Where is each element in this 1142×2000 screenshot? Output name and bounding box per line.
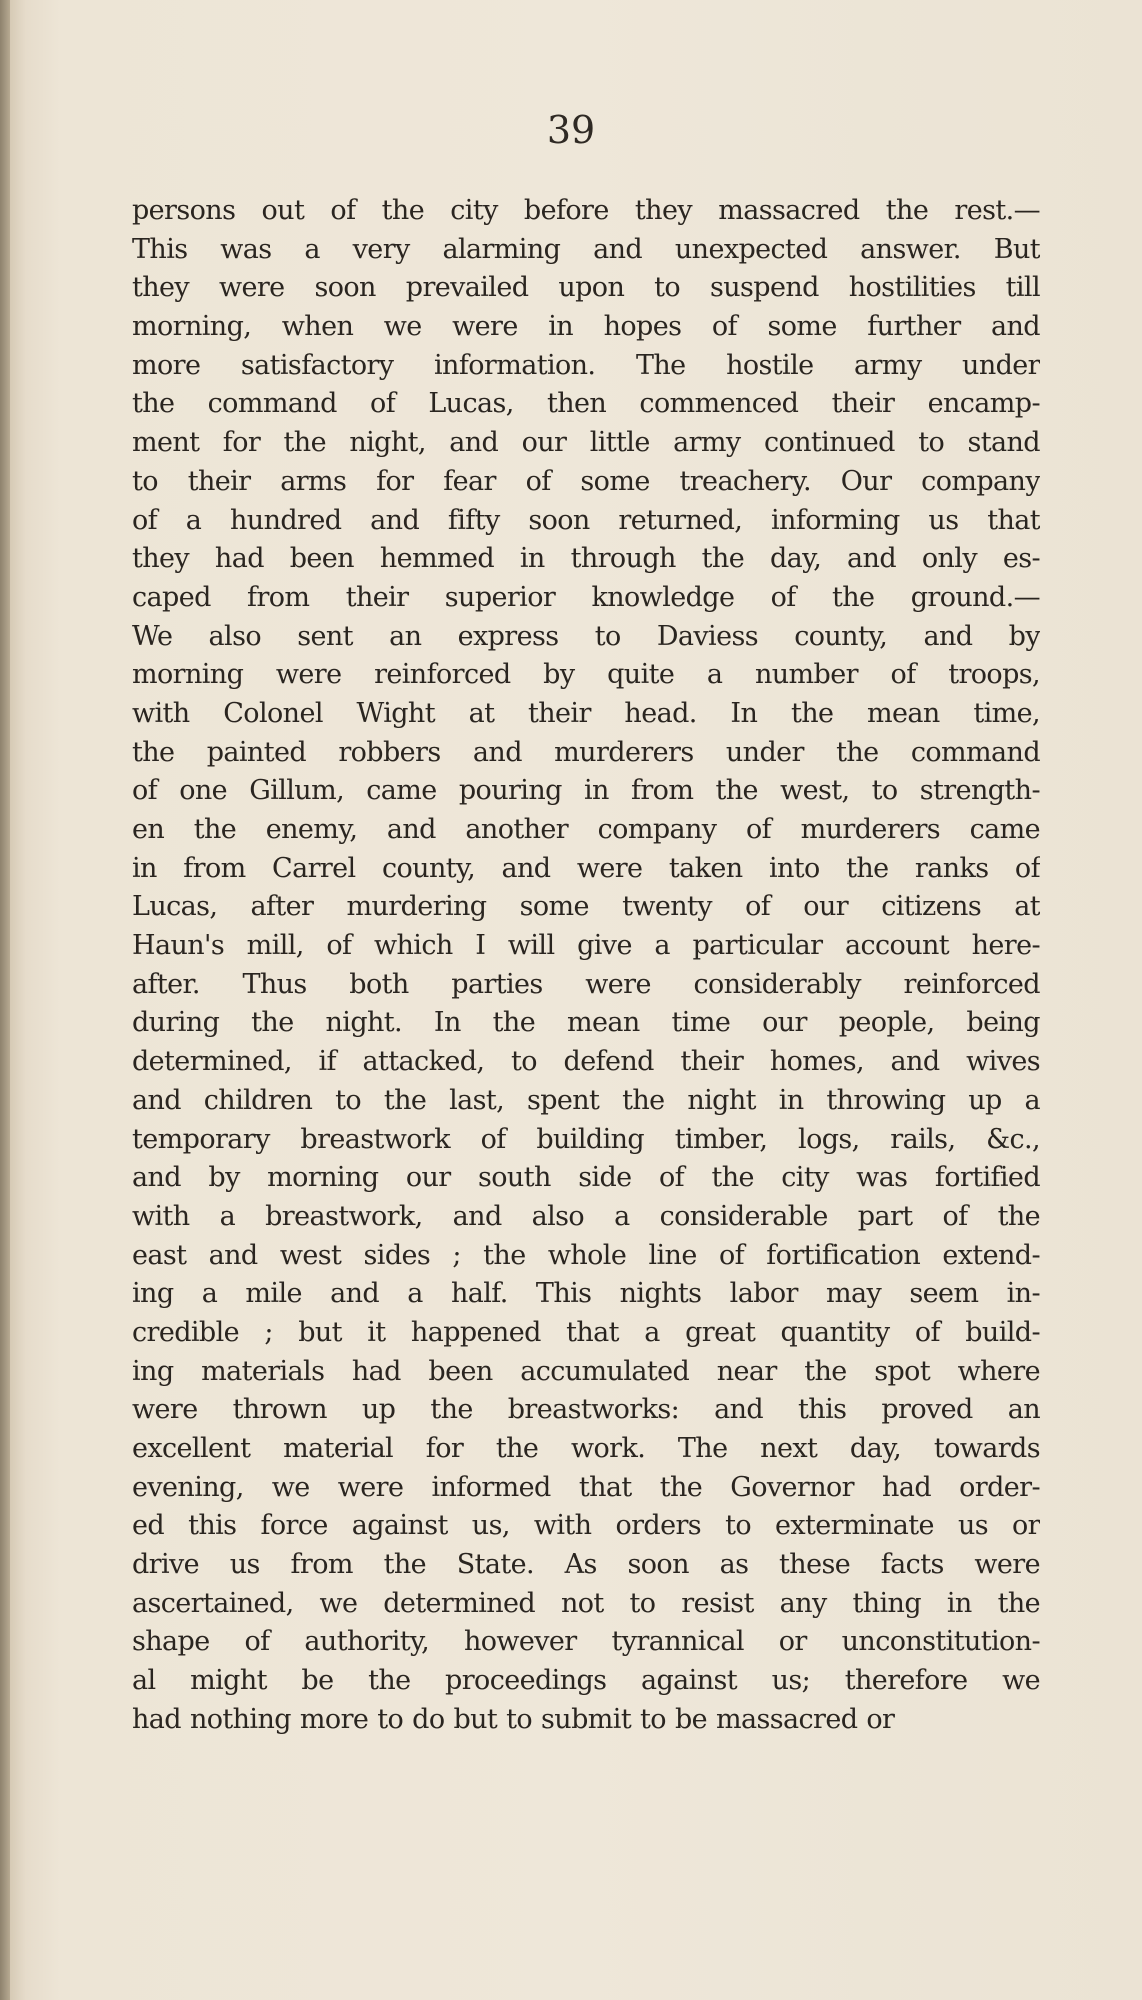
text-line: drive us from the State. As soon as these facts were — [132, 1549, 1040, 1581]
text-line: the painted robbers and murderers under the command — [132, 736, 1040, 768]
body-text — [132, 192, 1040, 1740]
text-line: in from Carrel county, and were taken into the ranks of — [132, 852, 1040, 884]
text-line: east and west sides ; the whole line of fortification extend- — [132, 1239, 1040, 1271]
text-line: ed this force against us, with orders to exterminate us or — [132, 1510, 1040, 1542]
text-line: We also sent an express to Daviess county, and by — [132, 620, 1040, 652]
text-line: credible ; but it happened that a great quantity of build- — [132, 1316, 1040, 1348]
text-line: and children to the last, spent the night in throwing up a — [132, 1084, 1040, 1116]
text-line: evening, we were informed that the Governor had order- — [132, 1471, 1040, 1503]
text-line: after. Thus both parties were considerably reinforced — [132, 968, 1040, 1000]
text-line: temporary breastwork of building timber, logs, rails, &c., — [132, 1123, 1040, 1155]
text-line: caped from their superior knowledge of the ground.— — [132, 581, 1040, 613]
text-line: with a breastwork, and also a considerable part of the — [132, 1200, 1040, 1232]
text-line: they were soon prevailed upon to suspend hostilities till — [132, 272, 1040, 304]
text-line: with Colonel Wight at their head. In the mean time, — [132, 697, 1040, 729]
text-line: had nothing more to do but to submit to be massacred or — [132, 1703, 895, 1735]
page-number: 39 — [546, 108, 596, 152]
text-line: ment for the night, and our little army continued to stand — [132, 427, 1040, 459]
text-line: Haun's mill, of which I will give a particular account here- — [132, 930, 1040, 962]
text-line: of one Gillum, came pouring in from the west, to strength- — [132, 775, 1040, 807]
text-line: Lucas, after murdering some twenty of our citizens at — [132, 891, 1040, 923]
text-line: excellent material for the work. The next day, towards — [132, 1433, 1040, 1464]
text-line: and by morning our south side of the city was fortified — [132, 1162, 1040, 1194]
text-line: shape of authority, however tyrannical or unconstitution- — [132, 1626, 1040, 1658]
text-line: en the enemy, and another company of murderers came — [132, 814, 1040, 845]
text-line: the command of Lucas, then commenced their encamp- — [132, 388, 1040, 420]
text-line: during the night. In the mean time our people, being — [132, 1007, 1040, 1039]
text-line: ing materials had been accumulated near the spot where — [132, 1355, 1040, 1387]
text-line: they had been hemmed in through the day, and only es- — [132, 543, 1040, 575]
text-line: ing a mile and a half. This nights labor may seem in- — [132, 1278, 1040, 1310]
text-line: This was a very alarming and unexpected answer. But — [132, 233, 1040, 265]
text-line: persons out of the city before they massacred the rest.— — [132, 195, 1040, 226]
text-line: to their arms for fear of some treachery. Our company — [132, 465, 1040, 497]
text-line: were thrown up the breastworks: and this proved an — [132, 1394, 1040, 1426]
text-line: of a hundred and fifty soon returned, informing us that — [132, 504, 1040, 536]
book-spine-shadow — [0, 0, 10, 2000]
text-line: morning were reinforced by quite a number of troops, — [132, 659, 1040, 691]
text-line: morning, when we were in hopes of some further and — [132, 311, 1040, 343]
text-line: determined, if attacked, to defend their homes, and wives — [132, 1046, 1040, 1078]
text-line: more satisfactory information. The hostile army under — [132, 349, 1040, 381]
text-line: ascertained, we determined not to resist any thing in the — [132, 1587, 1040, 1619]
text-line: al might be the proceedings against us; therefore we — [132, 1665, 1040, 1697]
